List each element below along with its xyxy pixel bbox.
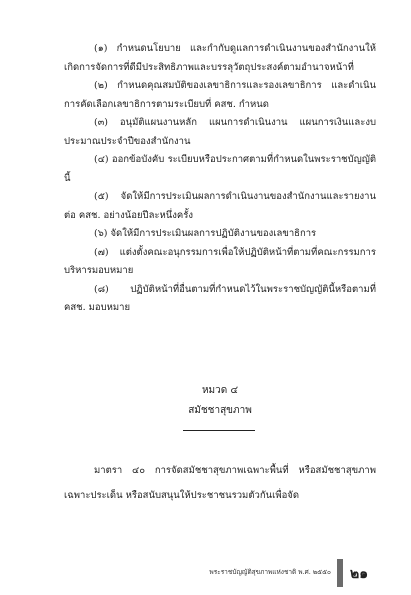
footer-title: พระราชบัญญัติสุขภาพแห่งชาติ พ.ศ. ๒๕๕๐ — [209, 568, 331, 576]
page-number: ๒๑ — [350, 566, 369, 582]
list-item: (๘) ปฏิบัติหน้าที่อื่นตามที่กำหนดไว้ในพระราชบัญญัตินี้หรือตามที่ คสช. มอบหมาย — [64, 283, 376, 313]
list-item: (๔) ออกข้อบังคับ ระเบียบหรือประกาศตามที่กำหนดในพระราชบัญญัตินี้ — [64, 154, 376, 184]
list-item: (๗) แต่งตั้งคณะอนุกรรมการเพื่อให้ปฏิบัติหน้าที่ตามที่คณะกรรมการบริหารมอบหมาย — [64, 246, 376, 276]
page-footer — [0, 559, 411, 587]
section-paragraph: มาตรา ๔๐ การจัดสมัชชาสุขภาพเฉพาะพื้นที่ หรือสมัชชาสุขภาพเฉพาะประเด็น หรือสนับสนุนให้ประชาชนรวมตัวกันเพื่อจัด — [64, 465, 376, 501]
chapter-number: หมวด ๔ — [201, 385, 239, 396]
list-item: (๖) จัดให้มีการประเมินผลการปฏิบัติงานของเลขาธิการ — [94, 228, 317, 239]
list-item: (๒) กำหนดคุณสมบัติของเลขาธิการและรองเลขาธิการ และดำเนินการคัดเลือกเลขาธิการตามระเบียบที่ คสช. กำหนด — [64, 80, 376, 110]
list-item: (๕) จัดให้มีการประเมินผลการดำเนินงานของสำนักงานและรายงานต่อ คสช. อย่างน้อยปีละหนึ่งครั้ง — [64, 191, 376, 221]
footer-divider-bar — [337, 559, 343, 587]
list-item: (๑) กำหนดนโยบาย และกำกับดูแลการดำเนินงานของสำนักงานให้เกิดการจัดการที่ดีมีประสิทธิภาพและบรรลุวัตถุประสงค์ตามอำนาจหน้าที่ — [64, 43, 376, 73]
chapter-divider — [183, 430, 255, 431]
list-item: (๓) อนุมัติแผนงานหลัก แผนการดำเนินงาน แผนการเงินและงบประมาณประจำปีของสำนักงาน — [64, 117, 376, 147]
chapter-title: สมัชชาสุขภาพ — [188, 405, 252, 416]
powers-list — [64, 40, 376, 318]
